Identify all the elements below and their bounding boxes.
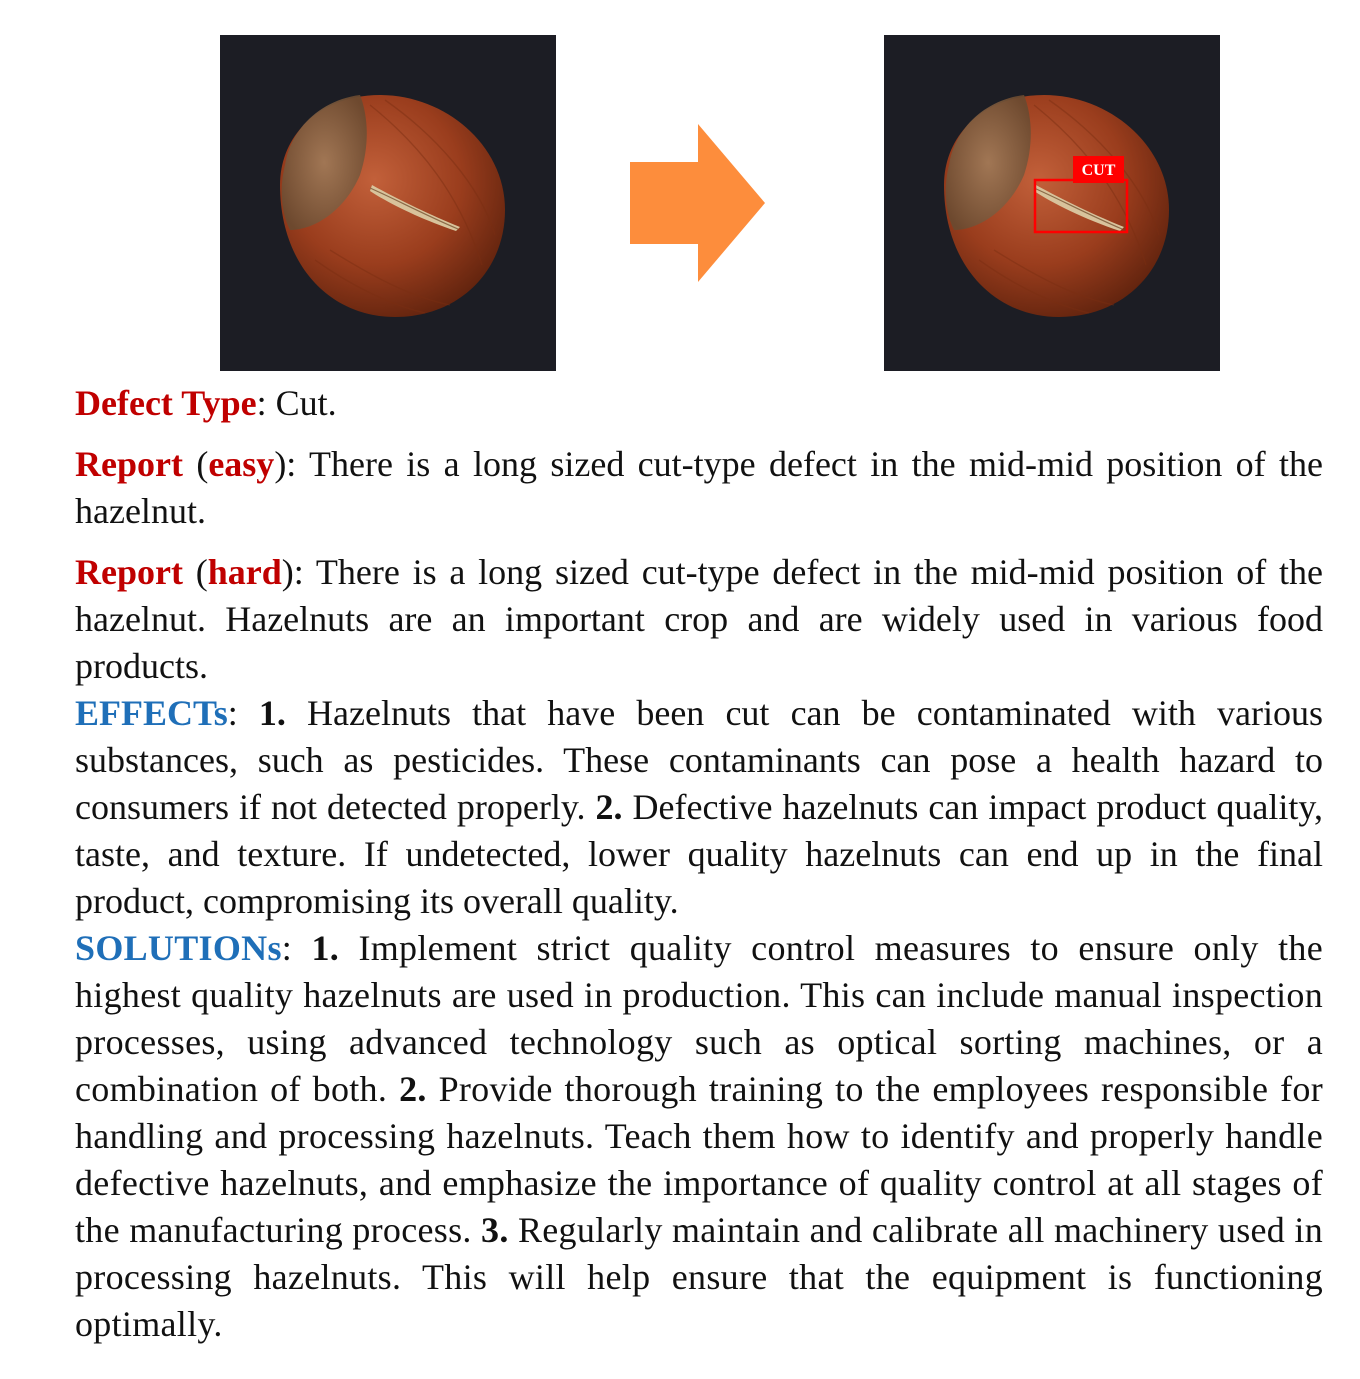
report-level: hard [207, 552, 282, 592]
defect-type-label: Defect Type [75, 383, 257, 423]
solutions-text-2: Provide thorough training to the employees responsible for handling and processing hazelnuts. Teach them how to identify and properly handle defective hazelnuts, and emphasize the importance of quality control at all stages of the manufacturing process. [75, 1069, 1323, 1250]
effects-label: EFFECTs [75, 693, 228, 733]
defect-type-line [75, 380, 1323, 427]
separator: : [256, 383, 276, 423]
report-hard-paragraph [75, 549, 1323, 690]
paren-open: ( [182, 552, 208, 592]
solutions-label: SOLUTIONs [75, 928, 282, 968]
solutions-number-3: 3. [481, 1210, 509, 1250]
hazelnut-photo [220, 35, 556, 371]
effects-paragraph [75, 690, 1323, 925]
paren-close: ): [281, 552, 316, 592]
effects-text-2: Defective hazelnuts can impact product quality, taste, and texture. If undetected, lower quality hazelnuts can end up in the final product, compromising its overall quality. [75, 787, 1323, 921]
solutions-text-1: Implement strict quality control measures to ensure only the highest quality hazelnuts are used in production. This can include manual inspection processes, using advanced technology such as optical sorting machines, or a combination of both. [75, 928, 1323, 1109]
solutions-text-3: Regularly maintain and calibrate all machinery used in processing hazelnuts. This will help ensure that the equipment is functioning optimally. [75, 1210, 1324, 1344]
separator: : [281, 928, 312, 968]
hazelnut-photo-annotated [884, 35, 1220, 371]
defect-type-value: Cut. [275, 383, 337, 423]
output-detection-image [884, 35, 1220, 371]
arrow-right-icon [630, 124, 766, 284]
paren-close: ): [274, 444, 310, 484]
input-hazelnut-image [220, 35, 556, 371]
effects-text-1: Hazelnuts that have been cut can be contaminated with various substances, such as pesticides. These contaminants can pose a health hazard to consumers if not detected properly. [75, 693, 1323, 827]
report-easy-text: There is a long sized cut-type defect in the mid-mid position of the hazelnut. [75, 444, 1323, 531]
effects-number-1: 1. [258, 693, 286, 733]
solutions-number-1: 1. [311, 928, 340, 968]
solutions-paragraph [75, 925, 1323, 1348]
report-hard-section [75, 549, 1323, 1348]
report-level: easy [208, 444, 275, 484]
report-hard-text: There is a long sized cut-type defect in the mid-mid position of the hazelnut. Hazelnuts are an important crop and are widely used in various food products. [75, 552, 1324, 686]
paren-open: ( [182, 444, 209, 484]
solutions-number-2: 2. [399, 1069, 427, 1109]
report-label: Report [75, 444, 183, 484]
report-label: Report [75, 552, 183, 592]
effects-number-2: 2. [595, 787, 623, 827]
separator: : [227, 693, 259, 733]
detection-label: CUT [1081, 162, 1116, 179]
report-easy-paragraph [75, 441, 1323, 535]
